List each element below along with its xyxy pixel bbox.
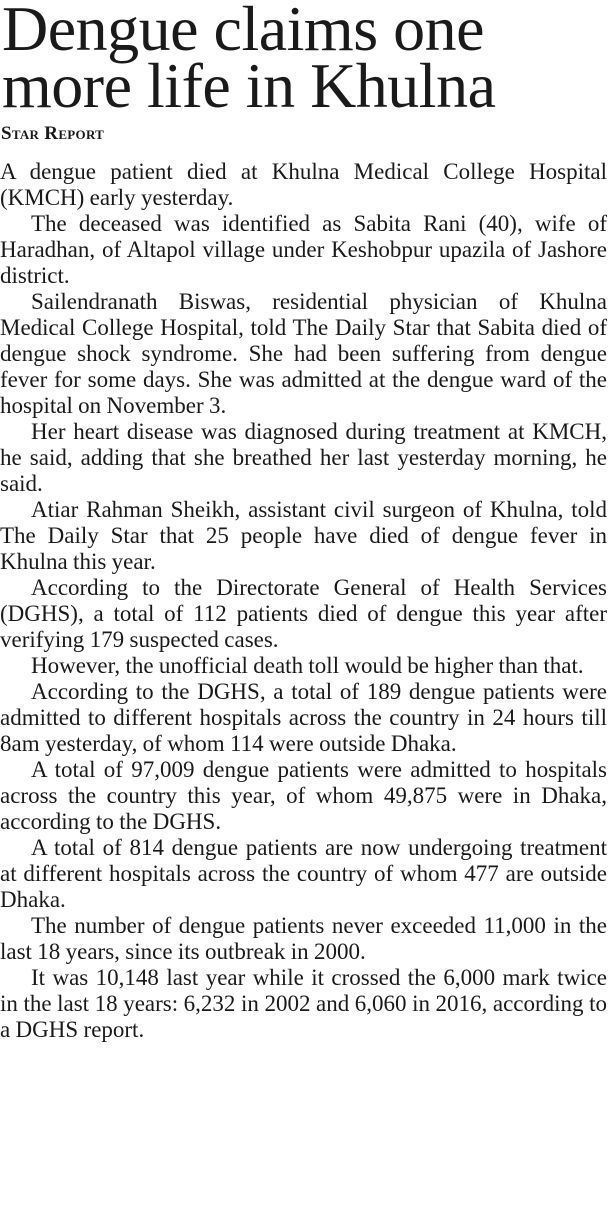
paragraph: It was 10,148 last year while it crossed the 6,000 mark twice in the last 18 years: 6,232 in 2002 and 6,060 in 2016, according to a DGHS report. [0,965,607,1042]
paragraph: According to the DGHS, a total of 189 dengue patients were admitted to different hospitals across the country in 24 hours till 8am yesterday, of whom 114 were outside Dhaka. [0,679,607,756]
paragraph: According to the Directorate General of Health Services (DGHS), a total of 112 patients died of dengue this year after verifying 179 suspected cases. [0,575,607,652]
paragraph: Her heart disease was diagnosed during treatment at KMCH, he said, adding that she breathed her last yesterday morning, he said. [0,419,607,496]
paragraph: A total of 814 dengue patients are now undergoing treatment at different hospitals across the country of whom 477 are outside Dhaka. [0,835,607,912]
paragraph: Atiar Rahman Sheikh, assistant civil surgeon of Khulna, told The Daily Star that 25 people have died of dengue fever in Khulna this year. [0,497,607,574]
article-headline [0,0,609,121]
byline: Star Report [1,123,105,144]
paragraph: The deceased was identified as Sabita Rani (40), wife of Haradhan, of Altapol village under Keshobpur upazila of Jashore district. [0,211,607,288]
paragraph: Sailendranath Biswas, residential physician of Khulna Medical College Hospital, told The Daily Star that Sabita died of dengue shock syndrome. She had been suffering from dengue fever for some days. She was admitted at the dengue ward of the hospital on November 3. [0,289,607,418]
paragraph: The number of dengue patients never exceeded 11,000 in the last 18 years, since its outbreak in 2000. [0,913,607,964]
paragraph: A total of 97,009 dengue patients were admitted to hospitals across the country this year, of whom 49,875 were in Dhaka, according to the DGHS. [0,757,607,834]
article-body [0,159,609,1043]
headline-line-1: Dengue claims one [2,0,484,64]
headline-line-2: more life in Khulna [2,50,496,121]
paragraph: A dengue patient died at Khulna Medical College Hospital (KMCH) early yesterday. [0,159,607,210]
paragraph: However, the unofficial death toll would be higher than that. [31,653,584,678]
